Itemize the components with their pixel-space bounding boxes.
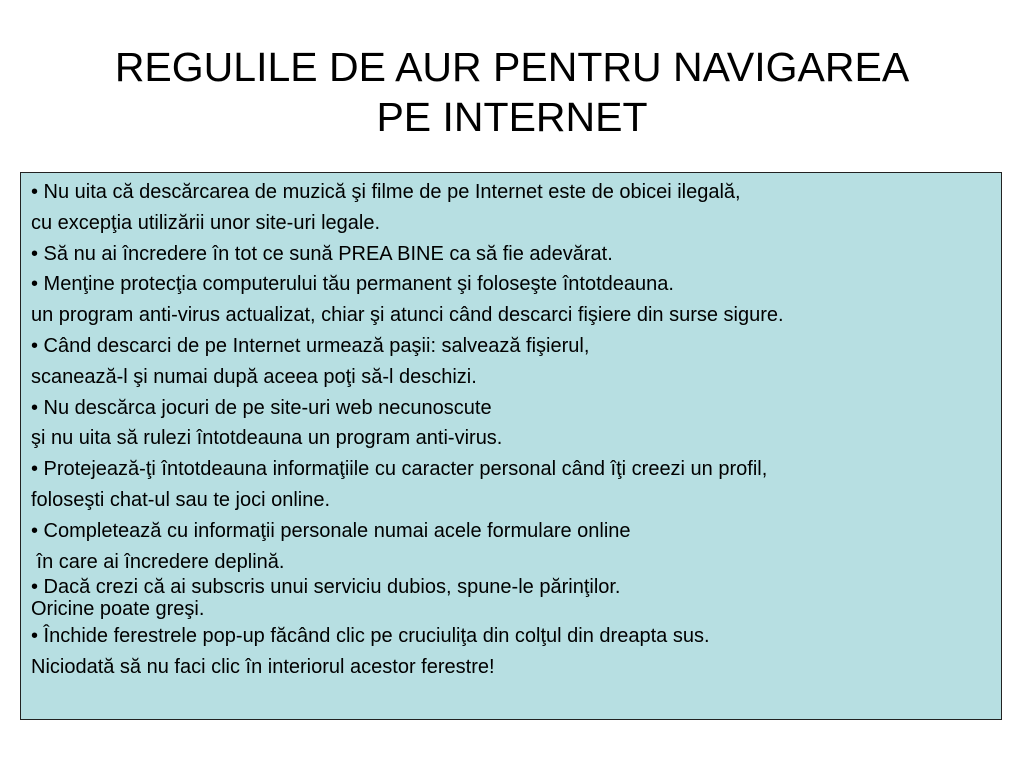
rule-line: un program anti-virus actualizat, chiar şi atunci când descarci fişiere din surse sigure. xyxy=(31,304,784,327)
rule-line: • Menţine protecţia computerului tău permanent şi foloseşte întotdeauna. xyxy=(31,273,674,296)
rule-line: scanează-l şi numai după aceea poţi să-l deschizi. xyxy=(31,365,477,388)
rule-line: • Închide ferestrele pop-up făcând clic pe cruciuliţa din colţul din dreapta sus. xyxy=(31,625,710,648)
rules-box xyxy=(20,172,1002,720)
rule-line: Oricine poate greşi. xyxy=(31,598,205,621)
rule-line: • Nu uita că descărcarea de muzică şi filme de pe Internet este de obicei ilegală, xyxy=(31,181,741,203)
rule-line: • Nu descărca jocuri de pe site-uri web necunoscute xyxy=(31,396,492,419)
rule-line: cu excepţia utilizării unor site-uri legale. xyxy=(31,211,381,234)
rule-line: Niciodată să nu faci clic în interiorul acestor ferestre! xyxy=(31,656,495,679)
slide-title xyxy=(0,42,1024,142)
rule-line: • Completează cu informaţii personale numai acele formulare online xyxy=(31,519,631,542)
rule-line: • Protejează-ţi întotdeauna informaţiile cu caracter personal când îţi creezi un profil, xyxy=(31,458,768,481)
rule-line: • Când descarci de pe Internet urmează paşii: salvează fişierul, xyxy=(31,334,590,357)
rule-line: şi nu uita să rulezi întotdeauna un program anti-virus. xyxy=(31,427,503,450)
rule-line: foloseşti chat-ul sau te joci online. xyxy=(31,488,331,511)
slide-title-line-1: REGULILE DE AUR PENTRU NAVIGAREA xyxy=(114,44,910,90)
rule-line: • Să nu ai încredere în tot ce sună PREA BINE ca să fie adevărat. xyxy=(31,242,613,265)
slide-title-line-2: PE INTERNET xyxy=(376,94,648,140)
rule-line: • Dacă crezi că ai subscris unui serviciu dubios, spune-le părinţilor. xyxy=(31,576,621,599)
rule-line: în care ai încredere deplină. xyxy=(31,550,285,573)
